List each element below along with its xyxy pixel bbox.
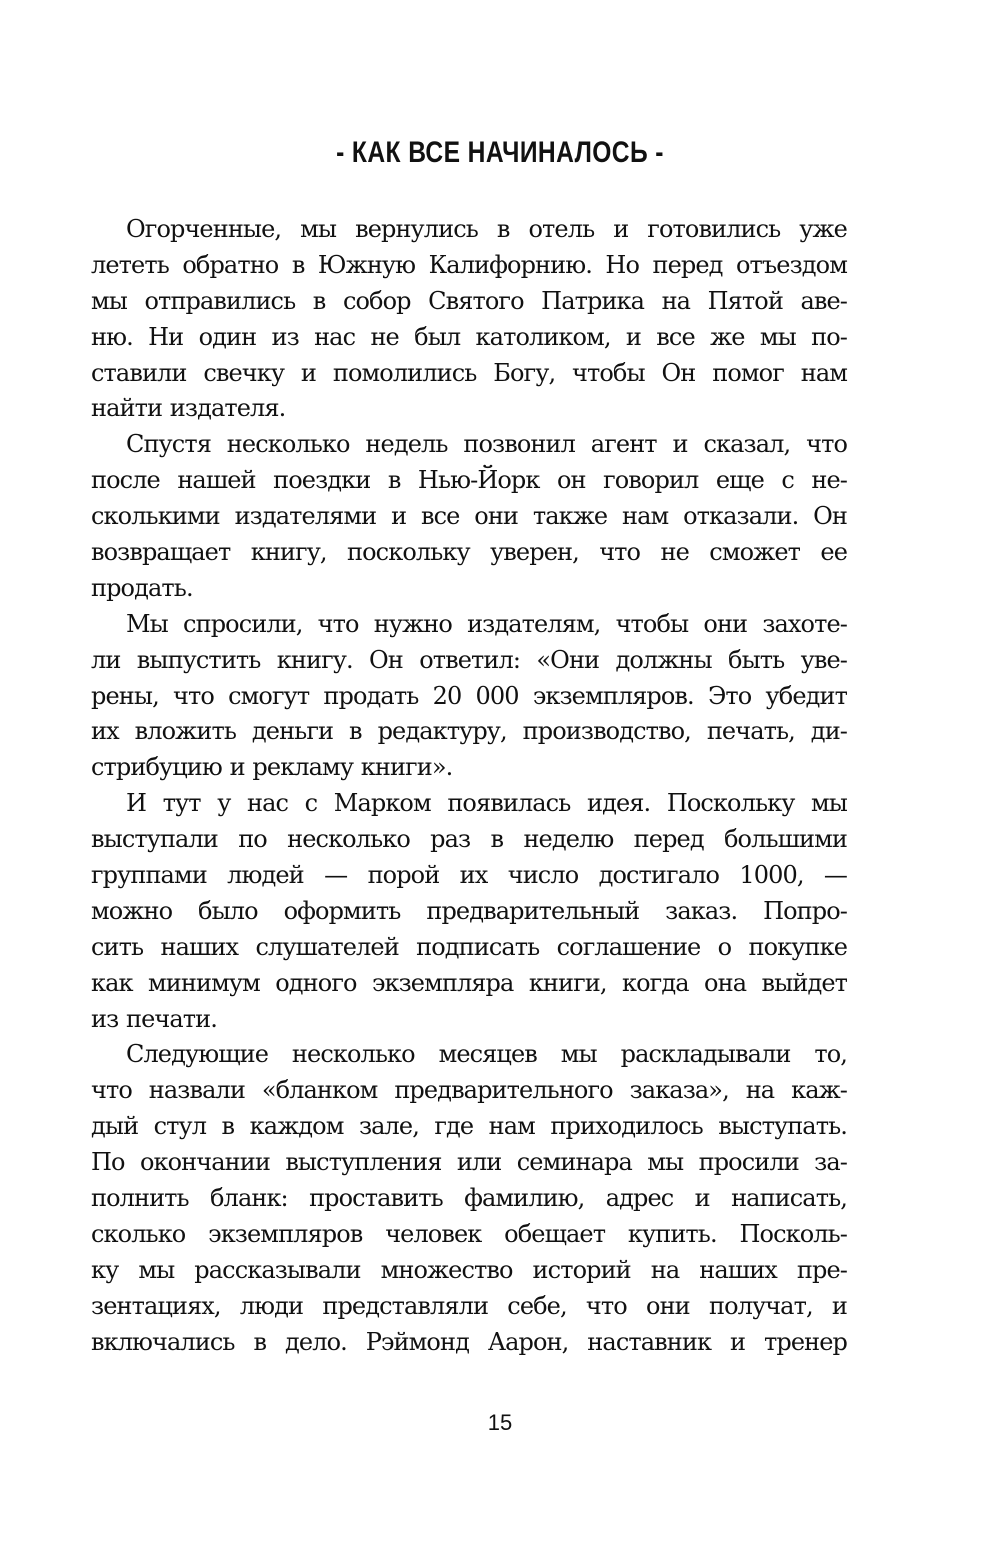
- text-line: сколько экземпляров человек обещает купить. Посколь-: [91, 1219, 847, 1248]
- text-line: полнить бланк: проставить фамилию, адрес и написать,: [91, 1184, 847, 1213]
- text-line: ставили свечку и помолились Богу, чтобы Он помог нам: [91, 358, 847, 387]
- running-head: - КАК ВСЕ НАЧИНАЛОСЬ -: [336, 136, 664, 169]
- text-line: По окончании выступления или семинара мы просили за-: [91, 1148, 847, 1177]
- text-line: их вложить деньги в редактуру, производство, печать, ди-: [91, 717, 847, 746]
- text-line: сколькими издателями и все они также нам отказали. Он: [91, 502, 847, 531]
- text-line: продать.: [91, 573, 193, 602]
- text-line: стрибуцию и рекламу книги».: [91, 753, 453, 782]
- text-line: выступали по несколько раз в неделю перед большими: [91, 825, 847, 854]
- text-line: как минимум одного экземпляра книги, когда она выйдет: [91, 968, 847, 997]
- text-line: Спустя несколько недель позвонил агент и сказал, что: [126, 430, 847, 459]
- text-line: Мы спросили, что нужно издателям, чтобы они захоте-: [126, 609, 847, 638]
- text-line: группами людей — порой их число достигало 1000, —: [91, 861, 847, 890]
- text-line: Следующие несколько месяцев мы раскладывали то,: [126, 1040, 847, 1069]
- text-line: что назвали «бланком предварительного заказа», на каж-: [91, 1076, 847, 1105]
- text-line: зентациях, люди представляли себе, что они получат, и: [91, 1291, 847, 1320]
- text-line: найти издателя.: [91, 394, 286, 423]
- text-line: ли выпустить книгу. Он ответил: «Они должны быть уве-: [91, 645, 847, 674]
- text-line: ку мы рассказывали множество историй на наших пре-: [91, 1255, 847, 1284]
- page-number: 15: [487, 1410, 513, 1435]
- text-line: возвращает книгу, поскольку уверен, что не сможет ее: [91, 538, 847, 567]
- text-line: рены, что смогут продать 20 000 экземпляров. Это убедит: [91, 681, 847, 710]
- text-line: можно было оформить предварительный заказ. Попро-: [91, 896, 847, 925]
- body-text: [91, 212, 847, 1361]
- text-line: после нашей поездки в Нью-Йорк он говорил еще с не-: [91, 466, 847, 495]
- text-line: сить наших слушателей подписать соглашение о покупке: [91, 932, 847, 961]
- text-line: Огорченные, мы вернулись в отель и готовились уже: [126, 215, 847, 243]
- text-line: включались в дело. Рэймонд Аарон, наставник и тренер: [91, 1327, 847, 1356]
- text-line: ню. Ни один из нас не был католиком, и все же мы по-: [91, 322, 847, 351]
- text-line: И тут у нас с Марком появилась идея. Поскольку мы: [126, 789, 847, 818]
- text-line: из печати.: [91, 1004, 217, 1033]
- text-line: мы отправились в собор Святого Патрика на Пятой аве-: [91, 286, 847, 315]
- text-line: дый стул в каждом зале, где нам приходилось выступать.: [91, 1112, 847, 1141]
- text-line: лететь обратно в Южную Калифорнию. Но перед отъездом: [91, 250, 847, 279]
